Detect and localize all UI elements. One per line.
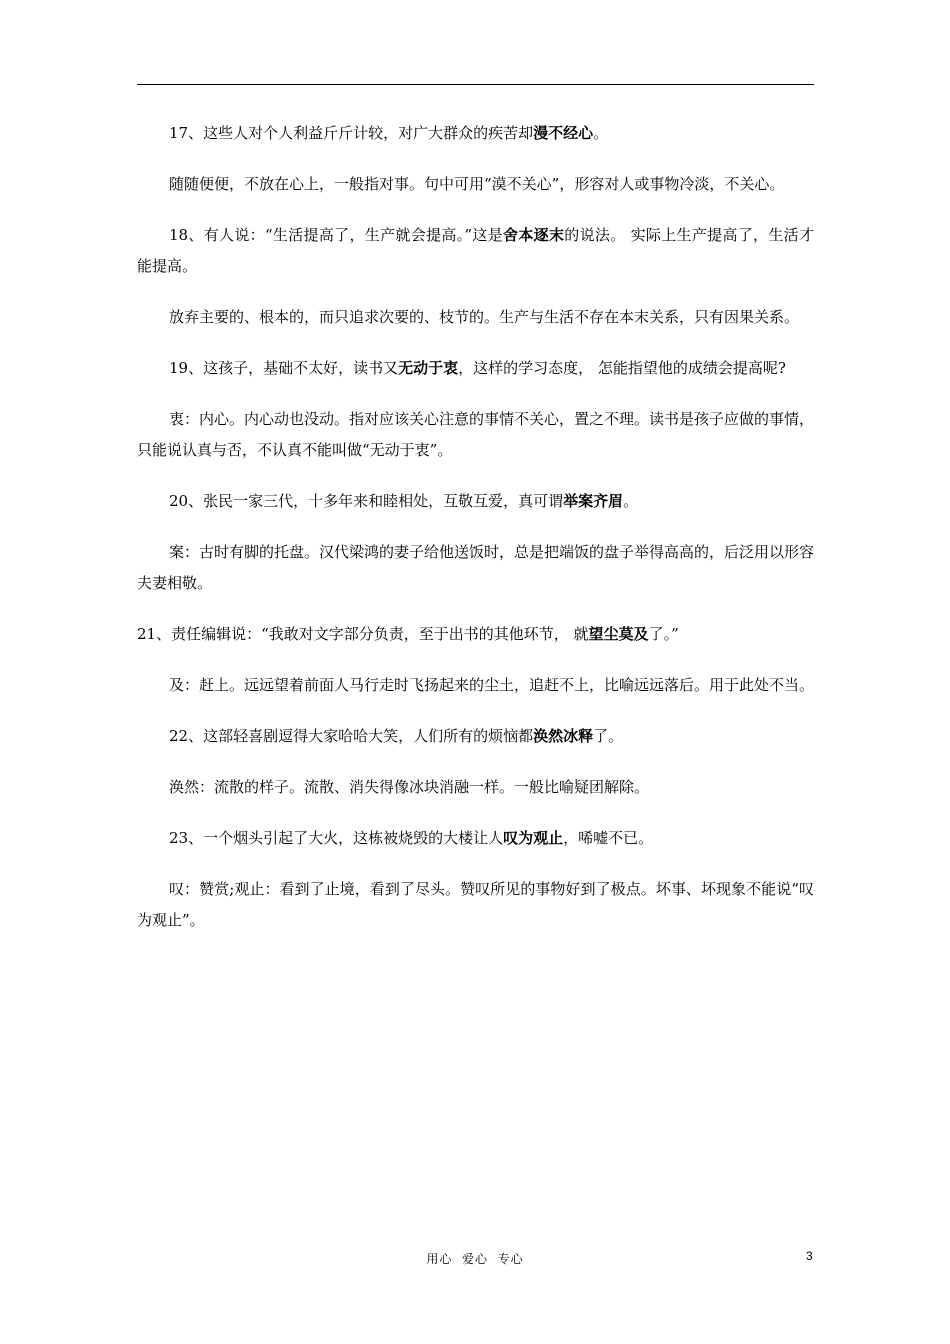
explanation-20: 案：古时有脚的托盘。汉代梁鸿的妻子给他送饭时，总是把端饭的盘子举得高高的，后泛用以形容夫妻相敬。 [137,543,815,592]
footer-motto: 用心 爱心 专心 [426,1252,524,1266]
idiom-22: 涣然冰释 [533,727,594,745]
explanation-22: 涣然：流散的样子。流散、消失得像冰块消融一样。一般比喻疑团解除。 [169,778,650,796]
page-number: 3 [806,1249,813,1263]
idiom-21: 望尘莫及 [588,625,649,643]
example-sentence-18: 18、有人说：“生活提高了，生产就会提高。”这是舍本逐末的说法。 实际上生产提高了，生活才能提高。 [137,226,814,275]
explanation-21: 及：赶上。远远望着前面人马行走时飞扬起来的尘土，追赶不上，比喻远远落后。用于此处不当。 [169,676,815,694]
example-sentence-17: 17、这些人对个人利益斤斤计较，对广大群众的疾苦却漫不经心。 [169,124,609,142]
header-rule [137,84,814,85]
example-sentence-23: 23、一个烟头引起了大火，这栋被烧毁的大楼让人叹为观止，唏嘘不已。 [169,829,654,847]
explanation-18: 放弃主要的、根本的，而只追求次要的、枝节的。生产与生活不存在本末关系，只有因果关系。 [169,308,800,326]
idiom-18: 舍本逐末 [503,226,565,244]
idiom-17: 漫不经心 [533,124,594,142]
example-sentence-19: 19、这孩子，基础不太好，读书又无动于衷，这样的学习态度， 怎能指望他的成绩会提高呢? [169,359,786,377]
idiom-19: 无动于衷 [398,359,459,377]
idiom-23: 叹为观止 [503,829,564,847]
example-sentence-20: 20、张民一家三代，十多年来和睦相处，互敬互爱，真可谓举案齐眉。 [169,492,639,510]
idiom-20: 举案齐眉 [563,492,624,510]
example-sentence-22: 22、这部轻喜剧逗得大家哈哈大笑，人们所有的烦恼都涣然冰释了。 [169,727,624,745]
example-sentence-21: 21、责任编辑说：“我敢对文字部分负责，至于出书的其他环节， 就望尘莫及了。” [137,625,679,643]
document-body [137,118,814,956]
explanation-17: 随随便便，不放在心上，一般指对事。句中可用“漠不关心”，形容对人或事物冷淡，不关心。 [169,175,785,193]
explanation-19: 衷：内心。内心动也没动。指对应该关心注意的事情不关心，置之不理。读书是孩子应做的事情，只能说认真与否，不认真不能叫做“无动于衷”。 [137,410,815,459]
explanation-23: 叹：赞赏;观止：看到了止境，看到了尽头。赞叹所见的事物好到了极点。坏事、坏现象不能说“叹为观止”。 [137,880,814,929]
